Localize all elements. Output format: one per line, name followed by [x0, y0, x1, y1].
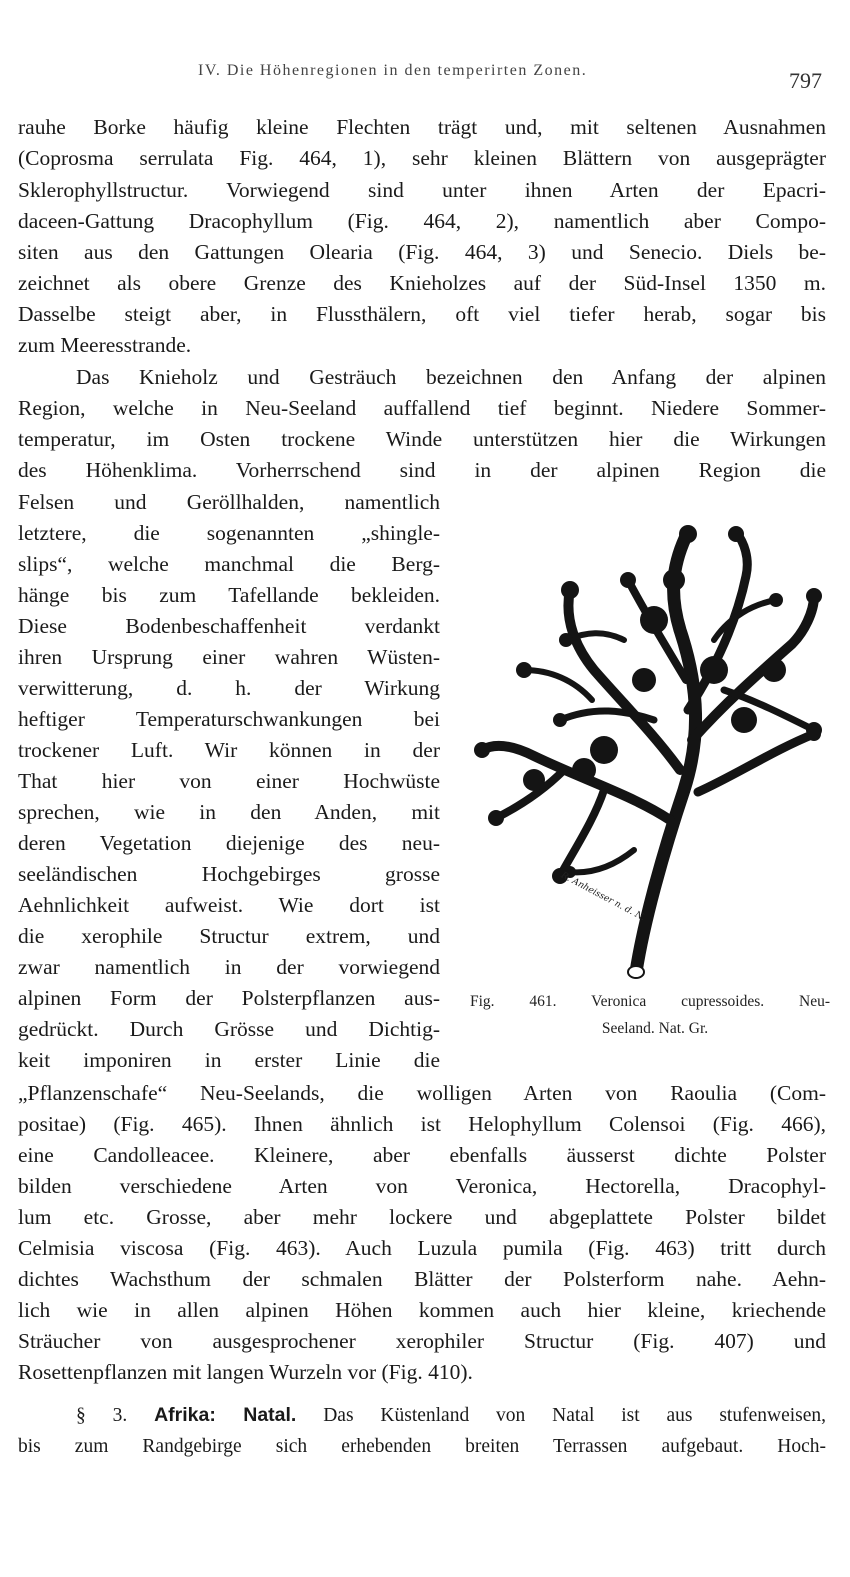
- text-line: alpinen Form der Polsterpflanzen aus-: [18, 986, 440, 1010]
- text-line: Sklerophyllstructur. Vorwiegend sind unter ihnen Arten der Epacri-: [18, 178, 826, 202]
- text-line: hänge bis zum Tafellande bekleiden.: [18, 583, 440, 607]
- veronica-cupressoides-drawing: [474, 520, 830, 980]
- text-line: lum etc. Grosse, aber mehr lockere und abgeplattete Polster bildet: [18, 1205, 826, 1229]
- text-line: Diese Bodenbeschaffenheit verdankt: [18, 614, 440, 638]
- text-line: bilden verschiedene Arten von Veronica, Hectorella, Dracophyl-: [18, 1174, 826, 1198]
- text-line: letztere, die sogenannten „shingle-: [18, 521, 440, 545]
- caption-line-2: Seeland. Nat. Gr.: [601, 1020, 709, 1037]
- text-line: Aehnlichkeit aufweist. Wie dort ist: [18, 893, 440, 917]
- text-line: Celmisia viscosa (Fig. 463). Auch Luzula pumila (Fig. 463) tritt durch: [18, 1236, 826, 1260]
- text-line: rauhe Borke häufig kleine Flechten trägt und, mit seltenen Ausnahmen: [18, 115, 826, 139]
- figure-caption: [470, 988, 830, 1042]
- text-line: positae) (Fig. 465). Ihnen ähnlich ist Helophyllum Colensoi (Fig. 466),: [18, 1112, 826, 1136]
- section-first-line-rest: Das Küstenland von Natal ist aus stufenweisen,: [323, 1405, 827, 1426]
- text-line: verwitterung, d. h. der Wirkung: [18, 676, 440, 700]
- header-title: IV. Die Höhenregionen in den temperirten Zonen.: [198, 62, 588, 79]
- text-line: sprechen, wie in den Anden, mit: [18, 800, 440, 824]
- text-line: daceen-Gattung Dracophyllum (Fig. 464, 2), namentlich aber Compo-: [18, 209, 826, 233]
- text-line: That hier von einer Hochwüste: [18, 769, 440, 793]
- section-second-line: bis zum Randgebirge sich erhebenden breiten Terrassen aufgebaut. Hoch-: [18, 1436, 826, 1457]
- text-line: ihren Ursprung einer wahren Wüsten-: [18, 645, 440, 669]
- text-line: die xerophile Structur extrem, und: [18, 924, 440, 948]
- text-line: des Höhenklima. Vorherrschend sind in der alpinen Region die: [18, 458, 826, 482]
- caption-line-1: Fig. 461. Veronica cupressoides. Neu-: [470, 993, 830, 1010]
- text-line: slips“, welche manchmal die Berg-: [18, 552, 440, 576]
- text-line: gedrückt. Durch Grösse und Dichtig-: [18, 1017, 440, 1041]
- running-header: [0, 58, 850, 93]
- artist-signature: R. Anheisser n. d. N.: [559, 870, 647, 924]
- text-line: zum Meeresstrande.: [18, 333, 192, 357]
- text-line: „Pflanzenschafe“ Neu-Seelands, die wolligen Arten von Raoulia (Com-: [18, 1081, 826, 1105]
- text-line: Sträucher von ausgesprochener xerophiler Structur (Fig. 407) und: [18, 1329, 826, 1353]
- text-line: dichtes Wachsthum der schmalen Blätter der Polsterform nahe. Aehn-: [18, 1267, 826, 1291]
- text-line: zwar namentlich in der vorwiegend: [18, 955, 440, 979]
- text-line: Felsen und Geröllhalden, namentlich: [18, 490, 440, 514]
- text-line: deren Vegetation diejenige des neu-: [18, 831, 440, 855]
- section-first-line: [18, 1400, 826, 1431]
- text-line: eine Candolleacee. Kleinere, aber ebenfalls äusserst dichte Polster: [18, 1143, 826, 1167]
- text-line: Das Knieholz und Gesträuch bezeichnen den Anfang der alpinen: [76, 365, 826, 389]
- text-line: heftiger Temperaturschwankungen bei: [18, 707, 440, 731]
- figure-veronica-illustration: [474, 520, 830, 980]
- text-line: (Coprosma serrulata Fig. 464, 1), sehr kleinen Blättern von ausgeprägter: [18, 146, 826, 170]
- text-line: Region, welche in Neu-Seeland auffallend tief beginnt. Niedere Sommer-: [18, 396, 826, 420]
- page-number: 797: [789, 68, 822, 93]
- text-line: trockener Luft. Wir können in der: [18, 738, 440, 762]
- text-line: keit imponiren in erster Linie die: [18, 1048, 440, 1072]
- text-line: zeichnet als obere Grenze des Knieholzes auf der Süd-Insel 1350 m.: [18, 271, 826, 295]
- text-line: seeländischen Hochgebirges grosse: [18, 862, 440, 886]
- text-line: siten aus den Gattungen Olearia (Fig. 464, 3) und Senecio. Diels be-: [18, 240, 826, 264]
- text-line: lich wie in allen alpinen Höhen kommen auch hier kleine, kriechende: [18, 1298, 826, 1322]
- text-line: Dasselbe steigt aber, in Flussthälern, oft viel tiefer herab, sogar bis: [18, 302, 826, 326]
- section-number: § 3.: [76, 1405, 128, 1426]
- text-line: temperatur, im Osten trockene Winde unterstützen hier die Wirkungen: [18, 427, 826, 451]
- section-heading: Afrika: Natal.: [154, 1404, 297, 1426]
- text-line: Rosettenpflanzen mit langen Wurzeln vor (Fig. 410).: [18, 1360, 473, 1384]
